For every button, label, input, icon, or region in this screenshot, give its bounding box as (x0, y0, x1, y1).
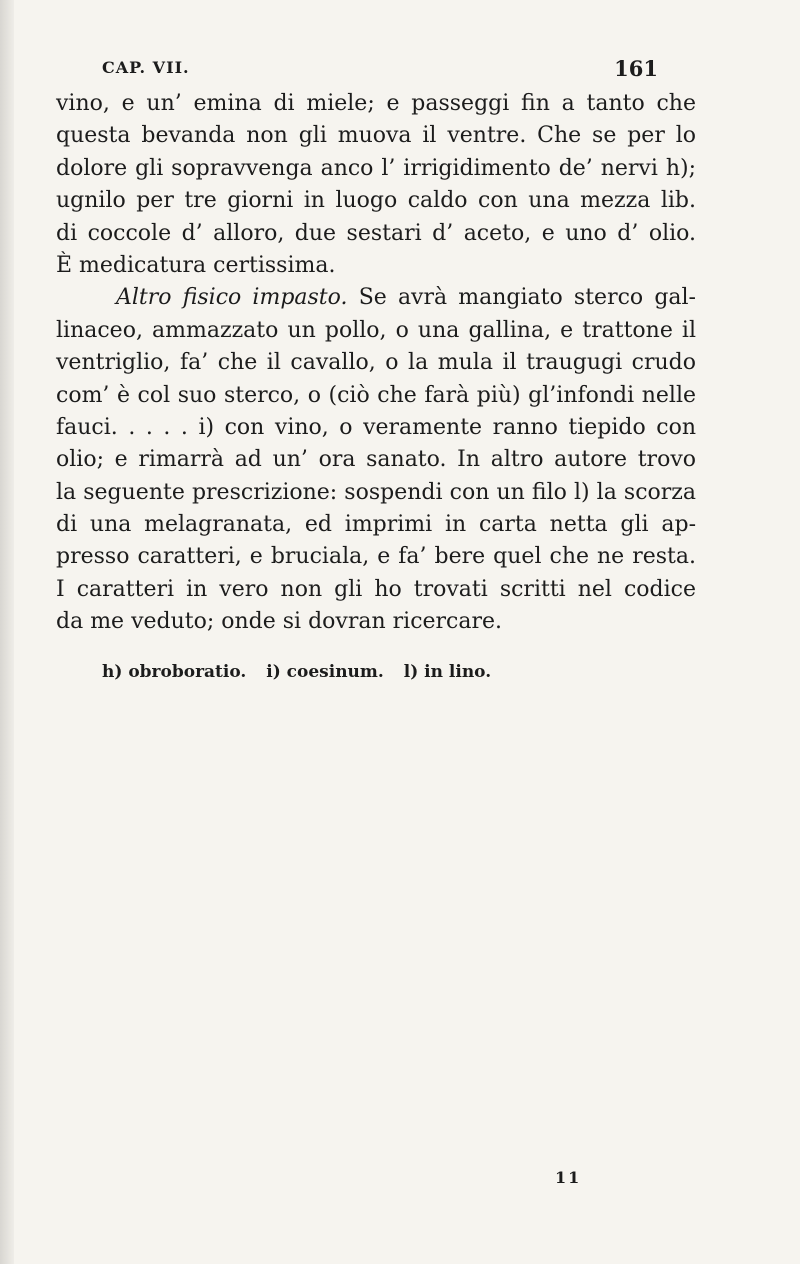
text-line: È medicatura certissima. (56, 252, 336, 278)
text-line: fauci. . . . . i) con vino, o veramente ranno tiepido con (56, 414, 696, 440)
text-line: questa bevanda non gli muova il ventre. Che se per lo (56, 123, 696, 149)
footnote: h) obroboratio. (102, 662, 247, 682)
text-line: ugnilo per tre giorni in luogo caldo con una mezza lib. (56, 188, 696, 214)
text-line: vino, e un’ emina di miele; e passeggi fin a tanto che (56, 91, 696, 116)
section-rubric: Altro fisico impasto. (116, 285, 348, 311)
page-number: 161 (614, 56, 658, 81)
text-line: ventriglio, fa’ che il cavallo, o la mula il traugugi crudo (56, 350, 696, 376)
main-text (56, 88, 696, 639)
text-line-fragment: Se avrà mangiato sterco gal- (358, 285, 696, 311)
page-edge-shadow (0, 0, 14, 1264)
chapter-heading: CAP. VII. (102, 58, 190, 77)
footnote: i) coesinum. (266, 662, 384, 682)
text-line: presso caratteri, e bruciala, e fa’ bere quel che ne resta. (56, 544, 696, 570)
text-line: linaceo, ammazzato un pollo, o una gallina, e trattone il (56, 317, 696, 343)
text-line: la seguente prescrizione: sospendi con un filo l) la scorza (56, 479, 696, 505)
text-line: I caratteri in vero non gli ho trovati scritti nel codice (56, 576, 696, 602)
text-line: dolore gli sopravvenga anco l’ irrigidimento de’ nervi h); (56, 155, 696, 181)
text-line: com’ è col suo sterco, o (ciò che farà più) gl’infondi nelle (56, 382, 696, 408)
printer-signature-mark: 11 (555, 1168, 582, 1187)
text-line: di una melagranata, ed imprimi in carta netta gli ap- (56, 512, 696, 538)
footnotes (102, 662, 662, 682)
running-head (102, 58, 658, 84)
text-line: da me veduto; onde si dovran ricercare. (56, 609, 503, 635)
text-line: di coccole d’ alloro, due sestari d’ aceto, e uno d’ olio. (56, 220, 696, 246)
footnote: l) in lino. (403, 662, 492, 682)
paragraph-start-line (56, 282, 696, 314)
text-line: olio; e rimarrà ad un’ ora sanato. In altro autore trovo (56, 447, 696, 473)
